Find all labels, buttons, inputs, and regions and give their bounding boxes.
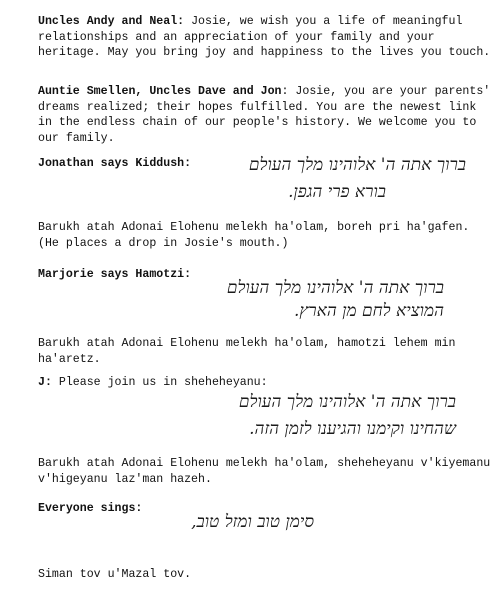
hamotzi-speaker: Marjorie says Hamotzi: [38,268,192,281]
speaker-label: J: [38,376,52,389]
kiddush-speaker: Jonathan says Kiddush: [38,157,192,170]
hamotzi-hebrew-line1: ברוך אתה ה' אלוהינו מלך העולם [226,278,444,298]
kiddush-transliteration: Barukh atah Adonai Elohenu melekh ha'olam, boreh pri ha'gafen. (He places a drop in Josie's mouth.) [38,221,470,250]
kiddush-hebrew-line2: בורא פרי הגפן. [288,182,386,202]
closing-speaker: Everyone sings: [38,502,143,515]
kiddush-hebrew-line1: ברוך אתה ה' אלוהינו מלך העולם [248,155,466,175]
closing-hebrew: סימן טוב ומזל טוב, [191,512,314,532]
blessing-text: Josie, we wish you a life of meaningful relationships and an appreciation of your family and your heritage. May you bring joy and happiness to the lives you touch. [38,15,491,59]
intro-text: Please join us in sheheheyanu: [51,376,268,389]
speaker-label: Uncles Andy and Neal: [38,15,185,28]
closing-transliteration: Siman tov u'Mazal tov. [38,568,192,581]
hamotzi-transliteration: Barukh atah Adonai Elohenu melekh ha'olam, hamotzi lehem min ha'aretz. [38,337,456,366]
shehecheyanu-transliteration: Barukh atah Adonai Elohenu melekh ha'olam, sheheheyanu v'kiyemanu v'higeyanu laz'man hazeh. [38,457,491,486]
blessing-uncles-andy-neal [38,14,493,61]
shehecheyanu-hebrew-line1: ברוך אתה ה' אלוהינו מלך העולם [238,392,456,412]
blessing-auntie-uncles [38,84,493,146]
shehecheyanu-intro [38,375,493,391]
shehecheyanu-hebrew-line2: שהחינו וקימנו והגיענו לזמן הזה. [249,419,456,439]
blessing-text: : Josie, you are your parents' dreams realized; their hopes fulfilled. You are the newest link in the endless chain of our people's history. We welcome you to our family. [38,85,491,145]
speaker-label: Auntie Smellen, Uncles Dave and Jon [38,85,282,98]
hamotzi-hebrew-line2: המוציא לחם מן הארץ. [294,301,444,321]
